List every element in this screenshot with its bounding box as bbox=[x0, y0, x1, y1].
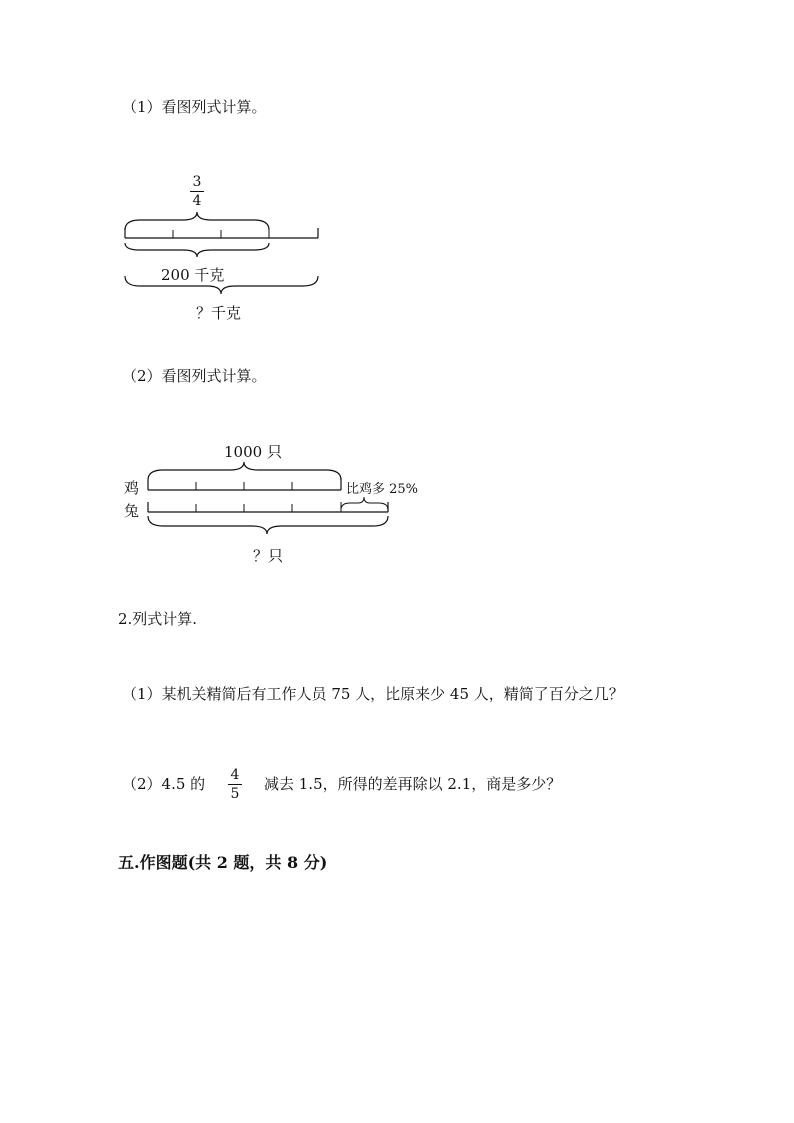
fraction-denominator: 5 bbox=[230, 786, 240, 802]
fraction-numerator: 4 bbox=[230, 767, 240, 783]
problem1-total-label: ？千克 bbox=[196, 304, 242, 322]
problem1-part-label: 200 千克 bbox=[161, 266, 225, 284]
problem2-total-label: ？只 bbox=[253, 547, 284, 565]
problem2-label: （2）看图列式计算。 bbox=[122, 367, 267, 385]
rabbit-label: 兔 bbox=[124, 502, 140, 520]
extra-label: 比鸡多 25% bbox=[346, 482, 419, 497]
problem1-label: （1）看图列式计算。 bbox=[122, 98, 267, 116]
section2-question-2-suffix: 减去 1.5，所得的差再除以 2.1，商是多少？ bbox=[264, 775, 562, 793]
section2-title: 2.列式计算. bbox=[118, 610, 198, 628]
problem2-total-brace bbox=[148, 516, 388, 534]
problem2-top-brace bbox=[148, 462, 341, 480]
question2-fraction bbox=[228, 767, 242, 802]
fraction-denominator: 4 bbox=[192, 193, 202, 209]
problem2-top-label: 1000 只 bbox=[224, 443, 282, 461]
chicken-label: 鸡 bbox=[124, 479, 140, 497]
section2-question-2-prefix: （2）4.5 的 bbox=[122, 775, 206, 793]
extra-brace bbox=[341, 497, 388, 510]
problem1-top-brace bbox=[125, 212, 269, 230]
fraction-bar bbox=[228, 784, 242, 785]
section2-question-1: （1）某机关精简后有工作人员 75 人，比原来少 45 人，精简了百分之几？ bbox=[122, 685, 624, 703]
fraction-numerator: 3 bbox=[192, 174, 202, 190]
problem1-part-brace bbox=[125, 243, 269, 257]
section5-title: 五.作图题(共 2 题，共 8 分) bbox=[118, 853, 328, 872]
